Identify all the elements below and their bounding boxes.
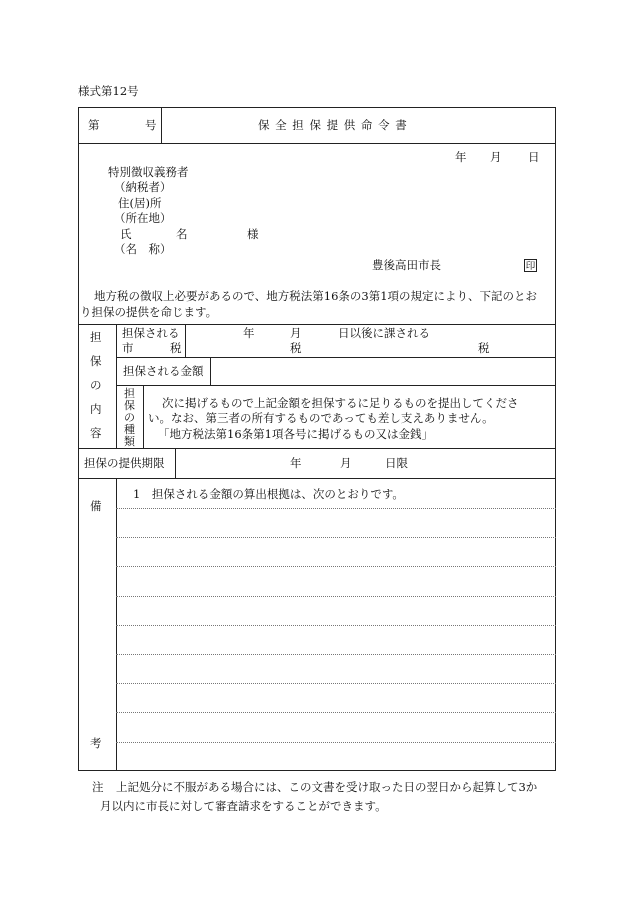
deadline-bottom-line [78,478,556,479]
type-label-5: 類 [124,435,135,448]
type-label-2: 保 [124,399,135,412]
remarks-line [116,508,556,509]
tax-label-tax: 税 [170,341,182,355]
remarks-line [116,742,556,743]
details-side-label-4: 内 [90,402,102,416]
date-year: 年 [455,150,467,164]
document-number-suffix: 号 [145,118,157,132]
amount-row-bottom-line [116,385,556,386]
tax-year: 年 [243,326,255,340]
amount-row-divider [210,357,211,385]
tax-kind-1: 税 [290,341,302,355]
header-bottom-line [78,143,556,144]
details-top-line [78,324,556,325]
issuer-title: 豊後高田市長 [372,258,441,272]
type-row-divider [143,385,144,448]
addressee-name-label-b: 名 [176,227,188,241]
addressee-address-label: 住(居)所 [118,196,162,210]
tax-month: 月 [290,326,302,340]
note-line1: 上記処分に不服がある場合には、この文書を受け取った日の翌日から起算して3か [116,780,538,794]
date-month: 月 [490,150,502,164]
tax-label-line1: 担保される [122,326,180,340]
tax-after-date: 日以後に課される [338,326,430,340]
remarks-line [116,566,556,567]
tax-row-bottom-line [116,357,556,358]
document-number-prefix: 第 [88,118,100,132]
seal-mark: 印 [525,261,536,272]
deadline-top-line [78,448,556,449]
type-text-line3: 「地方税法第16条第1項各号に掲げるもの又は金銭」 [158,427,433,441]
remarks-line [116,596,556,597]
order-text-line1: 地方税の徴収上必要があるので、地方税法第16条の3第1項の規定により、下記のとお [94,289,538,303]
type-label-3: の [124,411,135,424]
remarks-label-bottom: 考 [90,736,102,750]
addressee-role: 特別徴収義務者 [108,165,189,179]
deadline-month: 月 [340,456,352,470]
tax-row-divider [185,324,186,357]
deadline-divider [175,448,176,478]
amount-label: 担保される金額 [123,364,204,378]
header-divider [161,107,162,143]
addressee-title-label: （名 称） [114,242,172,256]
type-text-line2: い。なお、第三者の所有するものであっても差し支えありません。 [148,411,494,425]
form-number: 様式第12号 [78,84,139,98]
details-side-label-2: 保 [90,354,102,368]
details-side-label-3: の [90,378,102,392]
details-side-label-1: 担 [90,330,102,344]
remarks-label-top: 備 [90,499,102,513]
addressee-honorific: 様 [247,227,259,241]
remarks-line [116,625,556,626]
tax-kind-2: 税 [478,341,490,355]
deadline-label: 担保の提供期限 [84,456,165,470]
details-side-label-5: 容 [90,426,102,440]
order-text-line2: り担保の提供を命じます。 [80,305,218,319]
deadline-year: 年 [290,456,302,470]
type-label-4: 種 [124,423,135,436]
addressee-taxpayer: （納税者） [114,180,172,194]
date-day: 日 [528,150,540,164]
tax-label-city: 市 [122,341,134,355]
note-line2: 月以内に市長に対して審査請求をすることができます。 [100,799,387,813]
addressee-location-label: （所在地） [114,211,172,225]
details-side-divider [116,324,117,448]
remarks-line [116,683,556,684]
remarks-line [116,712,556,713]
note-label: 注 [92,780,104,794]
document-title: 保 全 担 保 提 供 命 令 書 [258,118,408,132]
remarks-line [116,537,556,538]
type-label-1: 担 [124,387,135,400]
deadline-day-limit: 日限 [385,456,408,470]
type-text-line1: 次に掲げるもので上記金額を担保するに足りるものを提出してくださ [162,396,519,410]
addressee-name-label-a: 氏 [120,227,132,241]
remarks-item-1: 1 担保される金額の算出根拠は、次のとおりです。 [133,487,404,501]
remarks-line [116,654,556,655]
